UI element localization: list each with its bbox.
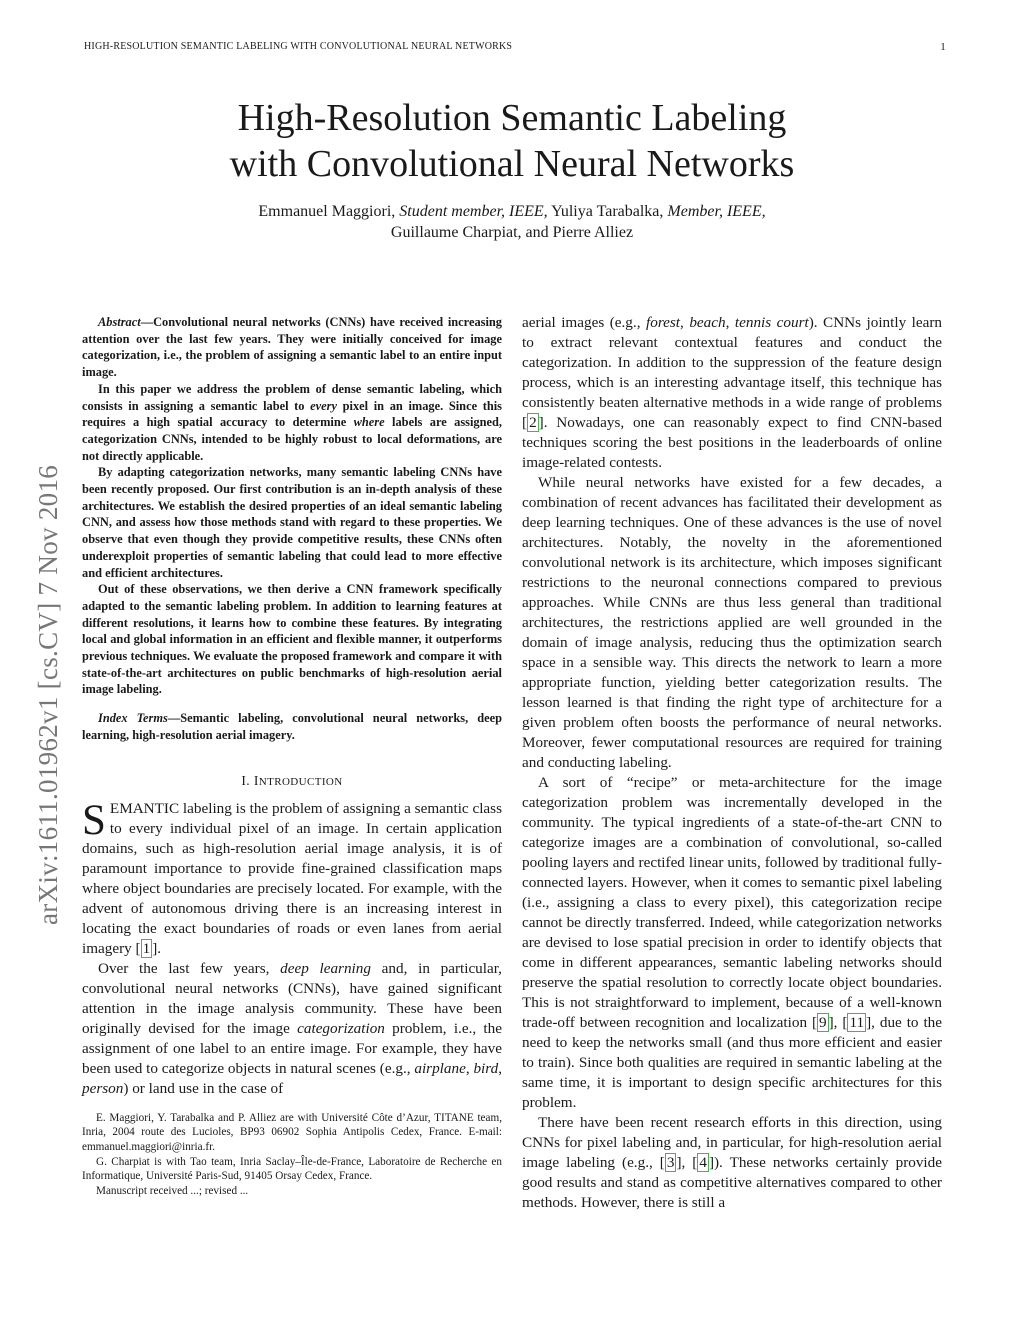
section-title-rest: NTRODUCTION (258, 775, 343, 788)
footnote-affiliation-1: E. Maggiori, Y. Tarabalka and P. Alliez are with Université Côte d’Azur, TITANE team, Inria, 2004 route des Lucioles, BP93 06902 Sophia Antipolis Cedex, France. E-mail: emmanuel.maggiori@inria.fr. (82, 1111, 502, 1153)
abstract-paragraph-3: By adapting categorization networks, many semantic labeling CNNs have been recently proposed. Our first contribution is an in-depth analysis of these architectures. We establish the desired properties of an ideal semantic labeling CNN, and assess how those methods stand with regard to these properties. We observe that even though they provide competitive results, these CNNs often underexploit properties of semantic labeling that could lead to more effective and efficient architectures. (82, 465, 502, 580)
citation-link-9[interactable]: 9 (819, 1014, 827, 1031)
intro-paragraph-1 (82, 796, 502, 959)
footnote-affiliation-2: G. Charpiat is with Tao team, Inria Saclay–Île-de-France, Laboratoire de Recherche en Informatique, Université Paris-Sud, 91405 Orsay Cedex, France. (82, 1155, 502, 1183)
abstract-paragraph-2 (82, 381, 502, 465)
index-terms-text: —Semantic labeling, convolutional neural networks, deep learning, high-resolution aerial imagery. (82, 711, 502, 742)
intro-text-2b: and, in particular, convolutional neural networks (CNNs), have gained significant attention in the image analysis community. These have been originally devised for the image (82, 959, 502, 1037)
emphasis-forest: forest (646, 314, 681, 331)
intro-text-1a: EMANTIC labeling is the problem of assigning a semantic class to every individual pixel of an image. In certain application domains, such as high-resolution aerial image analysis, it is of paramount importance to provide fine-grained classification maps where object boundaries are precisely located. For example, with the advent of autonomous driving there is an increasing interest in locating the exact boundaries of roads or even lanes from aerial imagery [ (82, 799, 502, 957)
author-1-role: Student member, IEEE, (399, 203, 548, 220)
intro-paragraph-2 (82, 959, 502, 1099)
author-2-name: Yuliya Tarabalka, (551, 203, 664, 220)
author-2-role: Member, IEEE, (667, 203, 766, 220)
emphasis-airplane: airplane (414, 1059, 466, 1077)
separator: , (680, 314, 690, 331)
intro-text-2a: Over the last few years, (98, 959, 281, 977)
separator: , (498, 1059, 502, 1077)
paper-title-line-2: with Convolutional Neural Networks (229, 143, 795, 185)
right-text-3b: ], [ (828, 1014, 848, 1031)
paper-title (0, 95, 1024, 187)
abstract-emphasis-every: every (310, 398, 337, 413)
intro-text-1b: ]. (152, 939, 162, 957)
right-text-4a: There have been recent research efforts in this direction, using CNNs for pixel labeling and, in particular, for high-resolution aerial image labeling (e.g., [ (522, 1114, 942, 1171)
right-text-1a: aerial images (e.g., (522, 314, 646, 331)
right-column (522, 313, 942, 1213)
right-text-3a: A sort of “recipe” or meta-architecture for the image categorization problem was incrementally developed in the community. The typical ingredients of a state-of-the-art CNN to categorize images are a combination of convolutional, so-called pooling layers and rectifed linear units, followed by traditional fully-connected layers. However, when it comes to semantic pixel labeling (i.e., assigning a class to every pixel), this categorization recipe cannot be directly transferred. Indeed, while categorization networks are devised to lose spatial precision in order to identify objects that come in different appearances, semantic labeling networks should preserve the spatial resolution to correctly locate object boundaries. This is not straightforward to implement, because of a well-known trade-off between recognition and localization [ (522, 774, 942, 1031)
abstract-emphasis-where: where (353, 415, 385, 430)
right-text-3c: ], due to the need to keep the networks small (and thus more efficient and easier to train). Since both qualities are required in semantic labeling at the same time, it is important to design specific architectures for this problem. (522, 1014, 942, 1111)
right-text-4c: ]). These networks certainly provide good results and stand as competitive alternatives compared to other methods. However, there is still a (522, 1154, 942, 1211)
footnotes (82, 1111, 502, 1199)
right-paragraph-2: While neural networks have existed for a few decades, a combination of recent advances has facilitated their development as deep learning techniques. One of these advances is the use of novel architectures. Notably, the novelty in the aforementioned convolutional network is its architecture, which imposes significant restrictions to the neuronal connections compared to previous approaches. While CNNs are thus less general than traditional architectures, the restrictions applied are well grounded in the domain of image analysis, reducing thus the optimization search space in a sensible way. This directs the network to learn a more appropriate function, yielding better categorization results. The lesson learned is that finding the right type of architecture for a given problem often boosts the performance of neural networks. Moreover, fewer computational resources are required for training and conducting labeling. (522, 474, 942, 771)
emphasis-tennis-court: tennis court (734, 314, 809, 331)
separator: , (465, 1059, 474, 1077)
abstract-label: Abstract (98, 315, 141, 329)
right-text-1b: ). CNNs jointly learn to extract relevant contextual features and conduct the categorization. In addition to the suppression of the feature design process, which is an interesting advantage itself, this technique has consistently beaten alternative methods in a wide range of problems [ (522, 314, 943, 431)
index-terms-label: Index Terms (98, 711, 168, 726)
citation-link-1[interactable]: 1 (142, 939, 151, 957)
right-paragraph-3 (522, 773, 942, 1113)
author-list (0, 201, 1024, 243)
separator: , (725, 314, 735, 331)
intro-text-2d: ) or land use in the case of (123, 1079, 284, 1097)
arxiv-identifier-stamp[interactable]: arXiv:1611.01962v1 [cs.CV] 7 Nov 2016 (33, 464, 63, 925)
citation-link-4[interactable]: 4 (699, 1154, 707, 1171)
abstract-paragraph-4: Out of these observations, we then derive a CNN framework specifically adapted to the semantic labeling problem. In addition to learning features at different resolutions, it learns how to combine these features. By integrating local and global information in an efficient and flexible manner, it outperforms previous techniques. We evaluate the proposed framework and compare it with state-of-the-art architectures on public benchmarks of high-resolution aerial image labeling. (82, 582, 502, 697)
abstract-text-2a: In this paper we address the problem of dense semantic labeling, which consists in assigning a semantic label to (82, 381, 502, 413)
abstract-text-2b: pixel in an image. Since this requires a high spatial accuracy to determine (82, 398, 502, 430)
right-paragraph-4 (522, 1113, 942, 1213)
emphasis-bird: bird (473, 1059, 499, 1077)
authors-line-2: Guillaume Charpiat, and Pierre Alliez (390, 224, 634, 241)
right-text-1c: ]. Nowadays, one can reasonably expect to find CNN-based techniques scoring the best positions in the leaderboards of online image-related contests. (522, 414, 942, 471)
section-heading-introduction (82, 773, 502, 789)
abstract-text-2c: labels are assigned, categorization CNNs, intended to be highly robust to local deformations, are not directly applicable. (82, 415, 502, 463)
emphasis-deep-learning: deep learning (280, 959, 371, 977)
abstract (82, 314, 502, 698)
footnote-manuscript: Manuscript received ...; revised ... (96, 1185, 249, 1198)
running-head-title: HIGH-RESOLUTION SEMANTIC LABELING WITH CONVOLUTIONAL NEURAL NETWORKS (84, 41, 513, 52)
abstract-paragraph-1 (82, 314, 502, 381)
citation-link-3[interactable]: 3 (666, 1154, 675, 1171)
author-1-name: Emmanuel Maggiori, (258, 203, 396, 220)
left-column (82, 314, 502, 1199)
intro-text-2c: problem, i.e., the assignment of one label to an entire image. For example, they have been used to categorize objects in natural scenes (e.g., (82, 1019, 502, 1077)
paper-title-line-1: High-Resolution Semantic Labeling (237, 97, 787, 139)
emphasis-person: person (82, 1079, 124, 1097)
right-text-4b: ], [ (676, 1154, 698, 1171)
emphasis-categorization: categorization (297, 1019, 385, 1037)
citation-link-11[interactable]: 11 (849, 1014, 865, 1031)
page-number: 1 (940, 41, 946, 53)
section-numeral: I. I (241, 772, 259, 788)
index-terms (82, 710, 502, 743)
citation-link-2[interactable]: 2 (529, 414, 537, 431)
right-paragraph-1 (522, 313, 942, 473)
emphasis-beach: beach (689, 314, 726, 331)
drop-cap: S (82, 796, 106, 844)
abstract-text-1: —Convolutional neural networks (CNNs) have received increasing attention over the last few years. They were initially conceived for image categorization, i.e., the problem of assigning a semantic label to an entire input image. (82, 315, 502, 380)
